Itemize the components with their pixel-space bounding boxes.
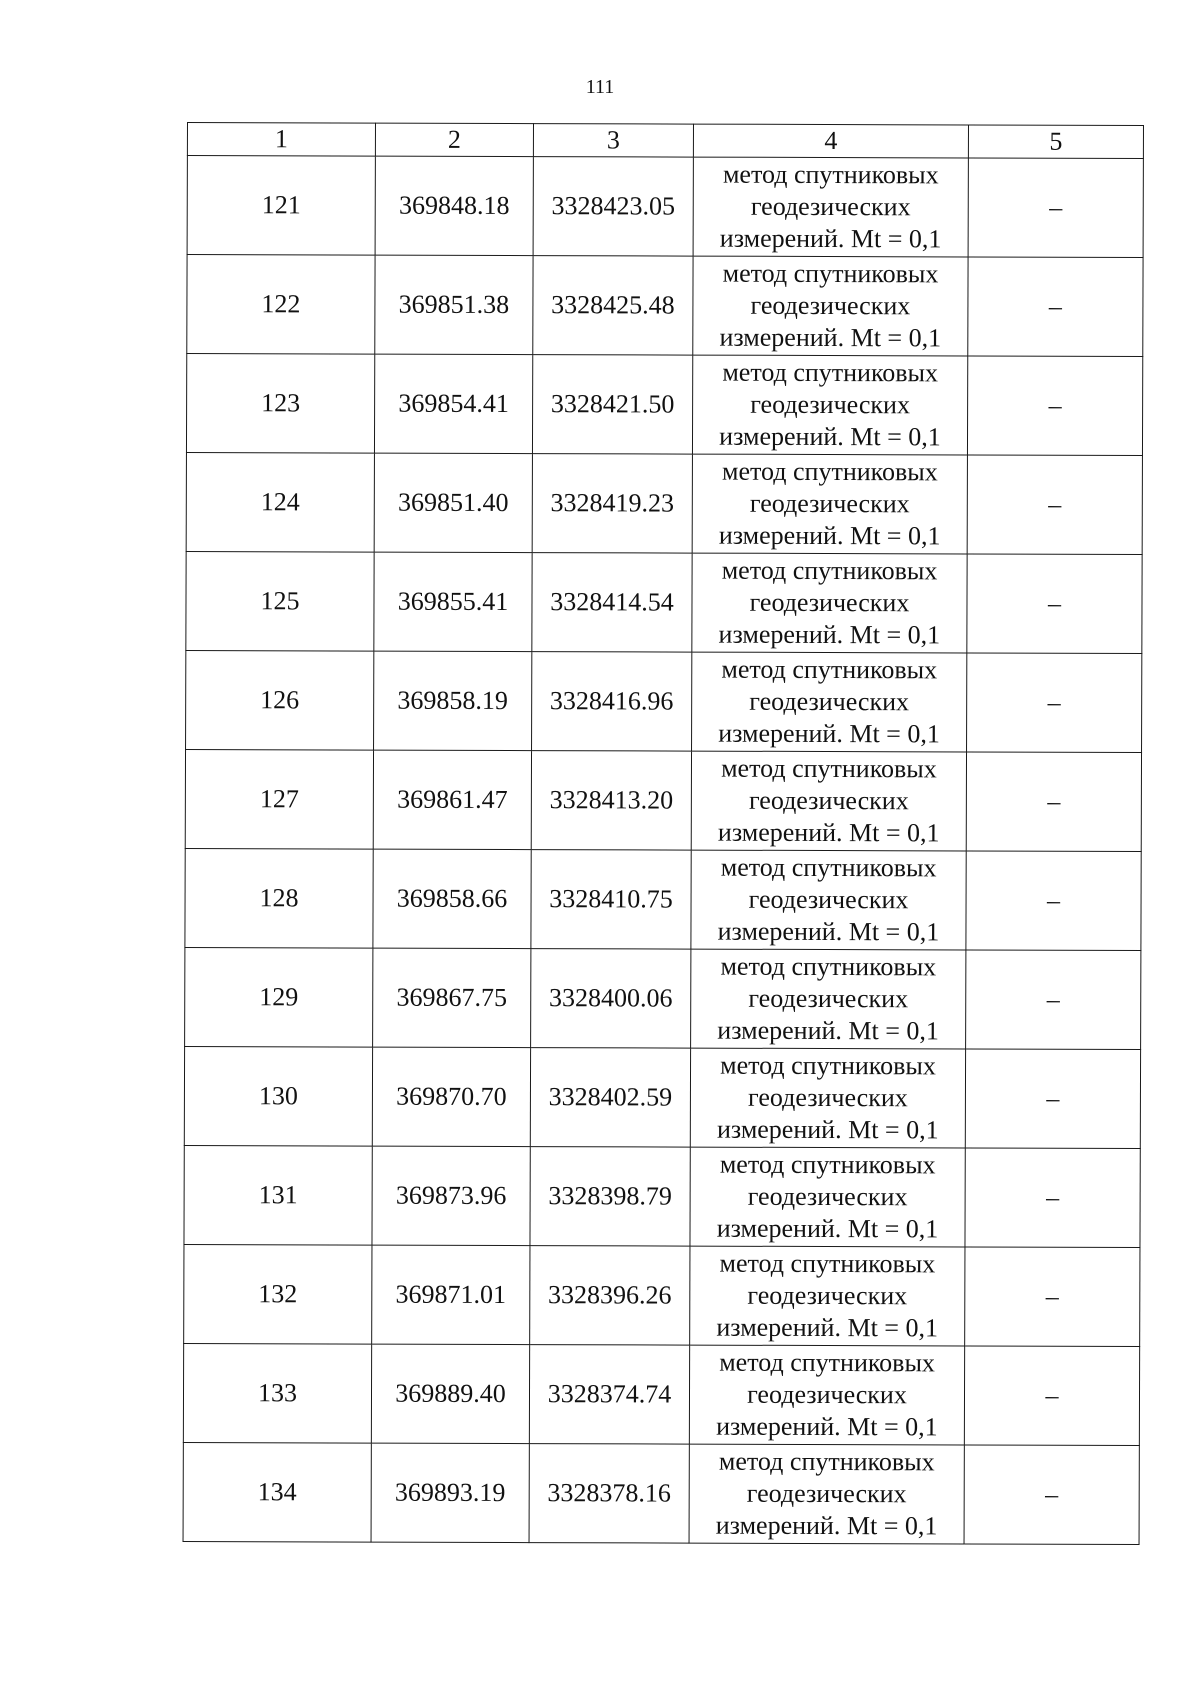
table-row [187,156,1143,258]
note-cell-text: – [1046,1083,1060,1113]
method-cell-text: метод спутниковых геодезических измерений. Mt = 0,1 [716,1347,938,1442]
y-coordinate-cell-text: 3328425.48 [551,290,675,320]
point-number-cell [187,156,375,256]
y-coordinate-cell [532,454,692,554]
y-coordinate-cell-text: 3328410.75 [549,884,673,914]
point-number-cell-text: 134 [257,1477,297,1507]
point-number-cell-text: 128 [259,883,299,913]
point-number-cell [186,551,374,651]
note-cell-text: – [1046,984,1060,1014]
y-coordinate-cell-text: 3328423.05 [551,191,676,221]
x-coordinate-cell [371,1344,529,1443]
x-coordinate-cell [372,1146,530,1245]
y-coordinate-cell-text: 3328414.54 [550,587,674,617]
note-cell [964,1346,1139,1446]
x-coordinate-cell [373,948,531,1047]
note-cell-text: – [1047,588,1062,618]
table-row [186,551,1142,653]
table-row [184,1046,1140,1148]
method-cell-text: метод спутниковых геодезических измерений. Mt = 0,1 [717,852,940,947]
y-coordinate-cell-text: 3328416.96 [549,686,674,716]
point-number-cell [184,1145,372,1245]
column-header-4: 4 [693,124,968,158]
point-number-cell-text: 133 [257,1378,298,1408]
point-number-cell-text: 122 [261,289,301,319]
column-header-1: 1 [187,123,375,157]
table-row [187,255,1143,357]
column-header-3: 3 [533,124,693,158]
y-coordinate-cell [530,1147,690,1247]
method-cell [692,553,967,653]
point-number-cell-text: 131 [258,1180,298,1210]
point-number-cell-text: 126 [260,685,300,715]
point-number-cell-text: 123 [261,388,301,418]
method-cell [692,355,967,455]
note-cell-text: – [1045,1479,1059,1509]
note-cell [968,158,1143,258]
method-cell-text: метод спутниковых геодезических измерений. Mt = 0,1 [719,258,942,353]
method-cell [690,1246,965,1346]
point-number-cell [186,650,374,750]
note-cell-text: – [1046,1182,1060,1212]
x-coordinate-cell [374,453,532,552]
x-coordinate-cell-text: 369889.40 [395,1378,506,1409]
note-cell [968,257,1143,357]
point-number-cell [187,255,375,355]
x-coordinate-cell-text: 369855.41 [397,586,509,617]
x-coordinate-cell-text: 369858.66 [396,883,508,914]
point-number-cell [185,848,373,948]
note-cell-text: – [1045,1281,1059,1311]
y-coordinate-cell [530,1246,690,1346]
note-cell-text: – [1048,489,1062,519]
y-coordinate-cell [530,1048,690,1148]
note-cell [967,653,1142,753]
method-cell [691,751,966,851]
note-cell [966,851,1141,951]
note-cell [967,554,1142,654]
point-number-cell-text: 127 [259,784,299,814]
table-row [184,1145,1140,1247]
note-cell [965,1049,1140,1149]
point-number-cell-text: 129 [259,982,299,1012]
table-row [186,354,1142,456]
table-body [183,156,1143,1545]
method-cell [692,454,967,554]
method-cell-text: метод спутниковых геодезических измерений. Mt = 0,1 [716,1248,939,1343]
table-row [186,452,1142,554]
method-cell-text: метод спутниковых геодезических измерений. Mt = 0,1 [718,654,940,749]
point-number-cell-text: 121 [261,190,301,220]
table-row [185,848,1141,950]
y-coordinate-cell-text: 3328413.20 [549,785,674,815]
x-coordinate-cell [372,1047,530,1146]
method-cell-text: метод спутниковых геодезических измерений. Mt = 0,1 [719,357,941,452]
method-cell [689,1444,964,1544]
method-cell-text: метод спутниковых геодезических измерений. Mt = 0,1 [718,555,941,650]
y-coordinate-cell [529,1345,689,1445]
point-number-cell [184,1046,372,1146]
y-coordinate-cell [532,652,692,752]
method-cell [691,949,966,1049]
note-cell-text: – [1047,885,1061,915]
method-cell-text: метод спутниковых геодезических измерений. Mt = 0,1 [716,1149,939,1244]
method-cell [693,157,968,257]
method-cell-text: метод спутниковых геодезических измерений. Mt = 0,1 [717,951,939,1046]
note-cell [967,455,1142,555]
y-coordinate-cell-text: 3328374.74 [547,1379,672,1409]
x-coordinate-cell [374,552,532,651]
x-coordinate-cell [372,1245,530,1344]
x-coordinate-cell [374,354,532,453]
x-coordinate-cell-text: 369858.19 [397,685,508,716]
y-coordinate-cell [533,157,693,257]
column-header-2: 2 [375,123,533,156]
x-coordinate-cell-text: 369851.40 [398,487,509,518]
point-number-cell-text: 125 [260,586,300,616]
y-coordinate-cell-text: 3328402.59 [548,1082,673,1112]
page-number: 111 [585,76,615,98]
y-coordinate-cell-text: 3328421.50 [550,389,675,419]
y-coordinate-cell [532,355,692,455]
point-number-cell-text: 124 [260,487,300,517]
note-cell-text: – [1048,390,1062,420]
table-header-row [187,123,1143,159]
point-number-cell-text: 130 [258,1081,298,1111]
method-cell-text: метод спутниковых геодезических измерений. Mt = 0,1 [719,159,942,254]
x-coordinate-cell-text: 369851.38 [398,289,510,320]
point-number-cell [185,947,373,1047]
column-header-5: 5 [968,125,1143,159]
x-coordinate-cell-text: 369870.70 [396,1081,507,1112]
y-coordinate-cell [533,256,693,356]
note-cell [964,1445,1139,1545]
method-cell [689,1345,964,1445]
y-coordinate-cell [531,751,691,851]
table-row [183,1343,1139,1445]
method-cell [690,1147,965,1247]
method-cell-text: метод спутниковых геодезических измерений. Mt = 0,1 [716,1050,939,1145]
y-coordinate-cell [531,850,691,950]
note-cell-text: – [1047,786,1061,816]
note-cell [967,356,1142,456]
point-number-cell [185,749,373,849]
x-coordinate-cell [373,750,531,849]
method-cell [691,850,966,950]
y-coordinate-cell-text: 3328398.79 [548,1181,672,1211]
x-coordinate-cell-text: 369848.18 [398,190,510,221]
note-cell [965,1247,1140,1347]
x-coordinate-cell [371,1443,529,1542]
x-coordinate-cell-text: 369893.19 [394,1477,506,1508]
table-row [183,1442,1139,1544]
note-cell [966,950,1141,1050]
note-cell-text: – [1045,1380,1059,1410]
note-cell [966,752,1141,852]
point-number-cell [183,1343,371,1443]
x-coordinate-cell [375,255,533,354]
y-coordinate-cell [532,553,692,653]
method-cell [693,256,968,356]
method-cell [690,1048,965,1148]
method-cell-text: метод спутниковых геодезических измерений. Mt = 0,1 [717,753,940,848]
y-coordinate-cell-text: 3328378.16 [547,1478,671,1508]
x-coordinate-cell-text: 369867.75 [396,982,508,1013]
y-coordinate-cell [529,1444,689,1544]
point-number-cell-text: 132 [258,1279,298,1309]
note-cell-text: – [1049,192,1063,222]
note-cell-text: – [1047,687,1061,717]
y-coordinate-cell-text: 3328396.26 [548,1280,672,1310]
method-cell-text: метод спутниковых геодезических измерений. Mt = 0,1 [718,456,941,551]
x-coordinate-cell [374,651,532,750]
x-coordinate-cell-text: 369861.47 [397,784,508,815]
y-coordinate-cell [531,949,691,1049]
point-number-cell [184,1244,372,1344]
note-cell-text: – [1048,291,1062,321]
table-row [185,947,1141,1049]
table-row [186,650,1142,752]
table-row [185,749,1141,851]
point-number-cell [186,452,374,552]
point-number-cell [186,354,374,454]
x-coordinate-cell-text: 369873.96 [395,1180,507,1211]
x-coordinate-cell-text: 369854.41 [398,388,509,419]
method-cell [692,652,967,752]
x-coordinate-cell [373,849,531,948]
y-coordinate-cell-text: 3328419.23 [550,488,675,518]
x-coordinate-cell [375,156,533,255]
point-number-cell [183,1442,371,1542]
note-cell [965,1148,1140,1248]
table-row [184,1244,1140,1346]
method-cell-text: метод спутниковых геодезических измерений. Mt = 0,1 [715,1446,938,1541]
x-coordinate-cell-text: 369871.01 [395,1279,507,1310]
coordinates-table [183,122,1144,1545]
y-coordinate-cell-text: 3328400.06 [548,983,673,1013]
